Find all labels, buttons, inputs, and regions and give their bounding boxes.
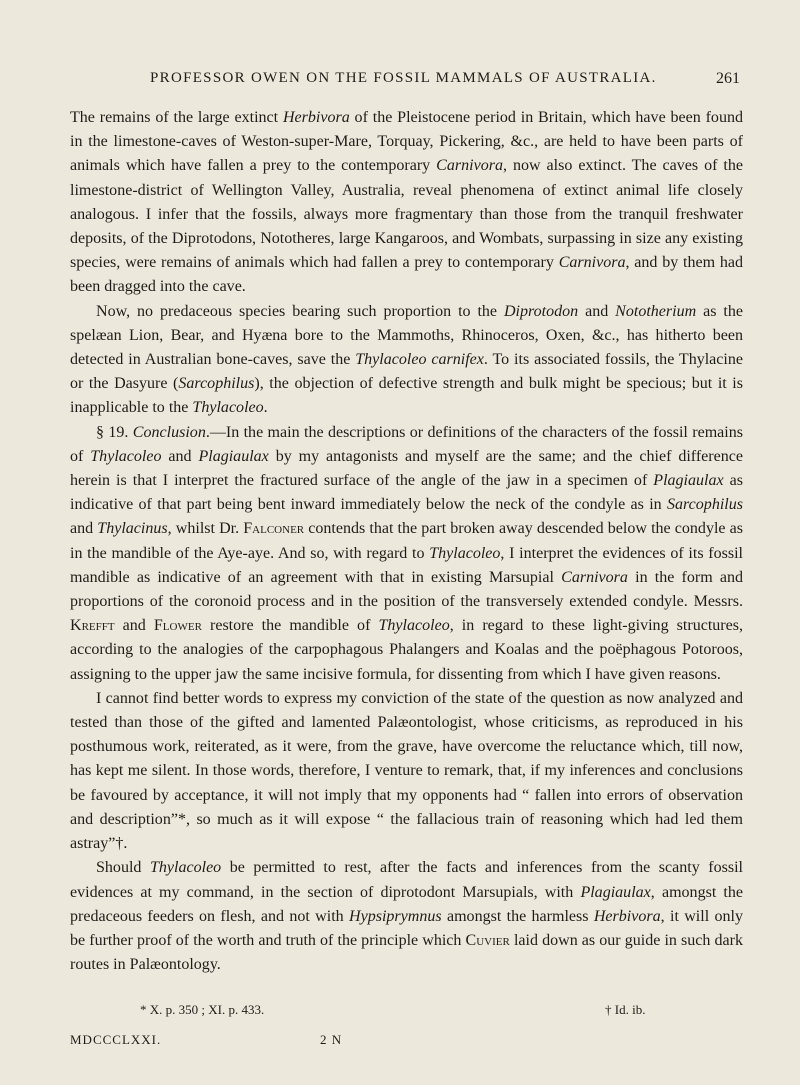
text-run: in the form and proportions of the coronoid process and in the position of the transversely extended condyle. Messrs. [70,568,743,611]
italic-term: Carnivora [436,157,503,175]
text-run: Now, no predaceous species bearing such proportion to the [96,302,504,320]
text-run: as indicative of that part being bent inward immediately below the neck of the condyle as in [70,472,743,514]
italic-term: Herbivora [593,907,661,925]
italic-term: Conclusion [132,423,206,441]
footnote-star: * X. p. 350 ; XI. p. 433. [140,1002,265,1017]
page-number: 261 [716,70,740,87]
italic-term: Thylacoleo [378,617,450,635]
italic-term: Hypsiprymnus [349,907,442,925]
running-title: PROFESSOR OWEN ON THE FOSSIL MAMMALS OF AUSTRALIA. [150,70,657,86]
text-run: by my antagonists and myself are the same; and the chief difference herein is that I interpret the fractured surface of the angle of the jaw in a specimen of [70,447,744,490]
text-run: § 19. [96,423,133,441]
paragraph [70,856,743,977]
paragraph [70,300,743,421]
page-header [100,70,740,90]
sheet-mark: 2 N [320,1032,343,1047]
text-run: and [114,617,154,635]
text-run: . [263,399,268,417]
text-run: , whilst Dr. [167,520,244,538]
paragraph [70,106,743,300]
person-name: Falconer [243,520,305,538]
italic-term: Carnivora [558,254,626,272]
body-text [70,106,743,977]
italic-term: Plagiaulax [653,472,724,490]
person-name: Flower [153,617,202,635]
italic-term: Carnivora [561,568,628,586]
text-run: , now also extinct. The caves of the limestone-district of Wellington Valley, Australia, reveal phenomena of extinct animal life closely analogous. I infer that the fossils, always more fragmentary than those from the tranquil freshwater deposits, of the Diprotodons, Nototheres, large Kangaroos, and Wombats, surpassing in size any existing species, were remains of animals which had fallen a prey to contemporary [70,157,743,272]
text-run: laid down as our guide in such dark routes in Palæontology. [70,931,743,974]
italic-term: Plagiaulax [580,883,651,901]
text-run: be permitted to rest, after the facts and inferences from the scanty fossil evidences at my command, in the section of diprotodont Marsupials, with [70,859,743,901]
text-run: , I interpret the evidences of its fossil mandible as indicative of an agreement with that in existing Marsupial [70,544,743,586]
text-run: , in regard to these light-giving structures, according to the analogies of the carpophagous Phalangers and Koalas and the poëphagous Potoroos, assigning to the upper jaw the same incisive formula, for dissenting from which I have given reasons. [70,617,743,683]
text-run: contends that the part broken away descended below the condyle as in the mandible of the Aye-aye. And so, with regard to [70,520,744,562]
italic-term: Thylacoleo carnifex [355,351,484,369]
text-run: and [578,302,616,320]
italic-term: Thylacoleo [192,399,264,417]
italic-term: Thylacinus [97,520,168,538]
text-run: , and by them had been dragged into the cave. [70,254,744,296]
text-run: restore the mandible of [201,617,379,635]
text-run: and [161,447,199,465]
italic-term: Nototherium [615,302,697,320]
text-run: ), the objection of defective strength and bulk might be specious; but it is inapplicable to the [70,375,743,417]
text-run: .—In the main the descriptions or definitions of the characters of the fossil remains of [70,423,743,465]
text-run: The remains of the large extinct [70,109,283,126]
text-run: I cannot find better words to express my conviction of the state of the question as now analyzed and tested than those of the gifted and lamented Palæontologist, whose criticisms, as reproduced in his posthumous work, reiterated, as it were, from the grave, have overcome the reluctance which, till now, has kept me silent. In those words, therefore, I venture to remark, that, if my inferences and conclusions be favoured by acceptance, it will not imply that my opponents had “ fallen into errors of observation and description”*, so much as it will expose “ the fallacious train of reasoning which had led them astray”†. [70,689,743,853]
text-run: as the spelæan Lion, Bear, and Hyæna bore to the Mammoths, Rhinoceros, Oxen, &c., has hitherto been detected in Australian bone-caves, save the [70,302,743,369]
person-name: Krefft [70,617,115,635]
text-run: of the Pleistocene period in Britain, which have been found in the limestone-caves of Weston-super-Mare, Torquay, Pickering, &c., are held to have been parts of animals which have fallen a prey to the contemporary [70,109,743,175]
text-run: and [70,520,98,538]
italic-term: Thylacoleo [90,447,162,465]
person-name: Cuvier [465,931,510,949]
italic-term: Thylacoleo [429,544,501,562]
footnote-dagger: † Id. ib. [605,1002,646,1017]
paragraph [70,421,743,687]
text-run: amongst the harmless [441,907,594,925]
text-run: , it will only be further proof of the worth and truth of the principle which [70,907,743,949]
signature-mark: MDCCCLXXI. [70,1032,162,1047]
italic-term: Herbivora [282,109,350,126]
italic-term: Diprotodon [503,302,579,320]
italic-term: Sarcophilus [667,496,743,514]
text-run: . To its associated fossils, the Thylacine or the Dasyure ( [70,351,743,393]
text-run: , amongst the predaceous feeders on flesh, and not with [70,883,743,925]
italic-term: Thylacoleo [149,859,222,877]
italic-term: Sarcophilus [178,375,255,393]
italic-term: Plagiaulax [198,447,269,465]
text-run: Should [96,859,150,877]
paragraph [70,687,743,856]
